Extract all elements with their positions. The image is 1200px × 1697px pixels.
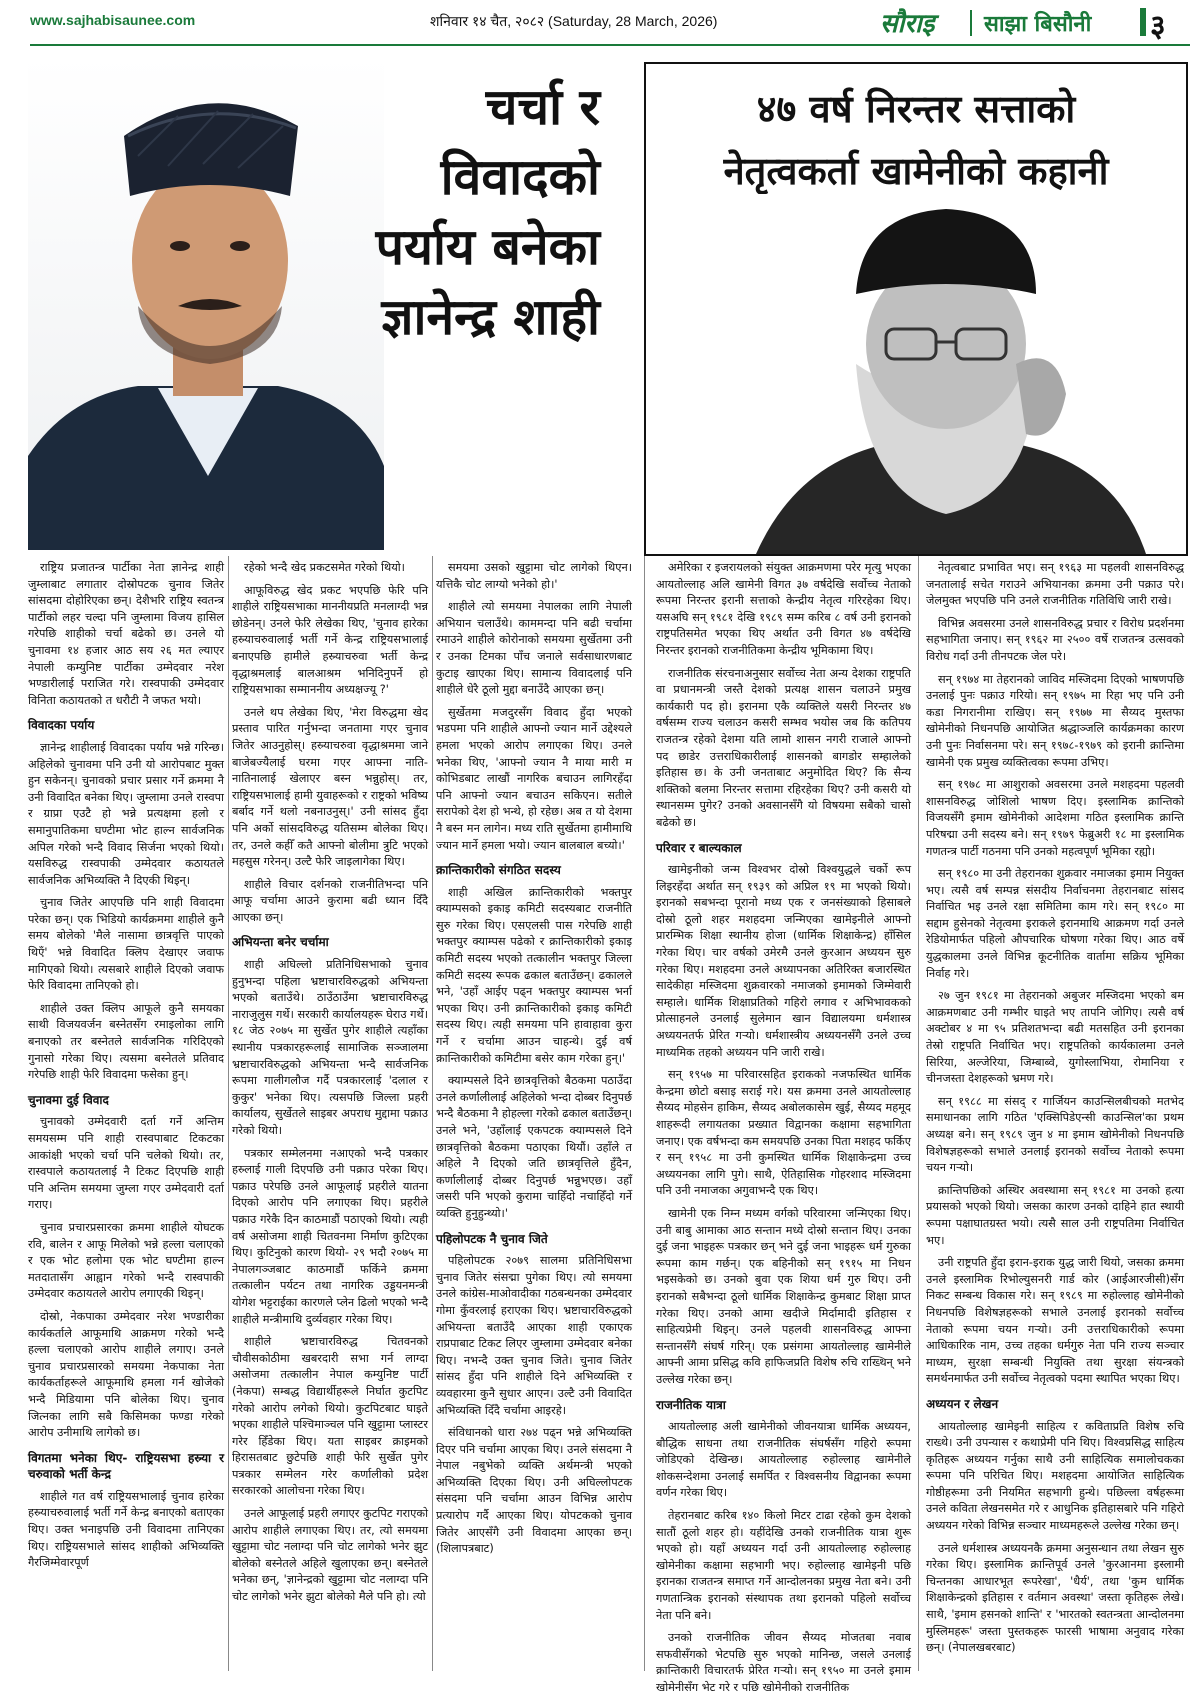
article-paragraph: सन् १९७४ मा तेहरानको जाविद मस्जिदमा दिएको भाषणपछि उनलाई पुनः पक्राउ गरियो। सन् १९७५ मा रिहा भए पनि उनी कडा निगरानीमा राखिए। सन् १९७७ मा सैय्यद मुस्तफा खोमेनीको निधनपछि आयोजित श्रद्धाञ्जलि कार्यक्रमका कारण उनी पुनः निर्वासनमा परे। सन् १९७८-१९७९ को इरानी क्रान्तिमा खामेनी एक प्रमुख व्यक्तित्वका रूपमा उभिए। bbox=[926, 672, 1184, 769]
brand-separator bbox=[970, 10, 972, 36]
left-headline-line: ज्ञानेन्द्र शाही bbox=[381, 288, 600, 346]
site-url[interactable]: www.sajhabisaunee.com bbox=[30, 12, 196, 28]
article-paragraph: विभिन्न अवसरमा उनले शासनविरुद्ध प्रचार र विरोध प्रदर्शनमा सहभागिता जनाए। सन् १९६२ मा २५०० वर्षे राजतन्त्र उत्सवको विरोध गर्दा उनी तीनपटक जेल परे। bbox=[926, 616, 1184, 663]
left-headline-line: चर्चा र bbox=[485, 78, 600, 136]
right-feature-box bbox=[644, 62, 1188, 556]
section-heading: क्रान्तिकारीको संगठित सदस्य bbox=[436, 863, 561, 878]
article-paragraph: शाहीले गत वर्ष राष्ट्रियसभालाई चुनाव हारेका हस्र्याचरुवालाई भर्ती गर्ने केन्द्र बनाएको बताएका थिए। उक्त भनाइपछि उनी विवादमा तानिएका थिए। राष्ट्रियसभाले सांसद शाहीको अभिव्यक्ति गैरजिम्मेवारपूर्ण bbox=[28, 1489, 224, 1570]
portrait-photo-khamenei bbox=[736, 194, 1156, 554]
section-heading: पहिलोपटक नै चुनाव जिते bbox=[436, 1231, 548, 1246]
left-headline-line: विवादको bbox=[440, 148, 600, 206]
section-heading: विगतमा भनेका थिए- राष्ट्रियसभा हस्र्या र चरुवाको भर्ती केन्द्र bbox=[28, 1450, 224, 1482]
article-paragraph: क्रान्तिपछिको अस्थिर अवस्थामा सन् १९८१ मा उनको हत्या प्रयासको भएको थियो। जसका कारण उनको दाहिने हात स्थायी रूपमा पक्षाघातग्रस्त भयो। त्यसै साल उनी राष्ट्रपतिमा निर्वाचित भए। bbox=[926, 1183, 1184, 1247]
article-paragraph: आफूविरुद्ध खेद प्रकट भएपछि फेरि पनि शाहीले राष्ट्रियसभाका माननीयप्रति मनलाग्दी भन्न छोडेनन्। उनले फेरि लेखेका थिए, 'चुनाव हारेका हस्र्याचरुवालाई भर्ती गर्ने केन्द्र राष्ट्रियसभालाई बनाएपछि हामीले हस्र्याचरुवा भर्ती केन्द्र वृद्धाश्रमलाई बालआश्रम भनिदिनुपर्ने हो राष्ट्रियसभाका सम्माननीय अध्यक्षज्यू ?' bbox=[232, 583, 428, 697]
left-headline-line: पर्याय बनेका bbox=[375, 218, 600, 276]
column-divider bbox=[228, 556, 229, 1671]
page-header bbox=[0, 0, 1200, 44]
article-paragraph: खामेइनीको जन्म विश्वभर दोस्रो विश्वयुद्धले चर्को रूप लिइरहँदा अर्थात सन् १९३९ को अप्रिल १९ मा भएको थियो। इरानको सबभन्दा पूरानो मध्य एक र जनसंख्याको हिसाबले दोस्रो ठूलो शहर मशहदमा जन्मिएका खामेइनीले आफ्नो प्रारम्भिक शिक्षा स्थानीय होजा (धार्मिक शिक्षाकेन्द्र) हाँसिल गरेका थिए। चार वर्षको उमेरमै उनले कुरआन अध्ययन सुरु गरेका थिए। मशहदमा उनले अध्यापनका अतिरिक्त बजारस्थित सादेकीहा मस्जिदमा शुक्रवारको नमाजको इमामको जिम्मेवारी सम्हाले। धार्मिक शिक्षाप्रतिको गहिरो लगाव र अभिभावकको प्रोत्साहनले उनलाई सुलेमान खान विद्यालयमा धर्मशास्त्र अध्ययनतर्फ प्रेरित गर्‍यो। धर्मशास्त्रीय अध्ययनसँगै उनले उच्च माध्यमिक तहको अध्ययन पनि जारी राखे। bbox=[656, 863, 911, 1059]
article-paragraph: सन् १९८८ मा संसद् र गार्जियन काउन्सिलबीचको मतभेद समाधानका लागि गठित 'एक्सिपिडेएन्सी काउन्सिल'का प्रथम अध्यक्ष बने। सन् १९८९ जुन ४ मा इमाम खोमेनीको निधनपछि विशेषज्ञहरूको सभाले उनलाई इरानको सर्वोच्च नेताको रूपमा चयन गर्‍यो। bbox=[926, 1094, 1184, 1175]
article-paragraph: पत्रकार सम्मेलनमा नआएको भन्दै पत्रकार हस्र्लाई गाली दिएपछि उनी पक्राउ परेका थिए। पक्राउ परेपछि उनले आफूलाई प्रहरीले यातना दिएको आरोप पनि लगाएका थिए। प्रहरीले पक्राउ गरेकै दिन काठमाडौं पठाएको थियो। त्यही वर्ष असोजमा शाही चितवनमा निर्माण कुटिएका थिए। कुटिनुको कारण थियो- २९ भदौ २०७५ मा नेपालगञ्जबाट काठमाडौं फर्किने क्रममा तत्कालीन पर्यटन तथा नागरिक उड्डयनमन्त्री योगेश भट्टराईका कारणले प्लेन ढिलो भएको भन्दै शाहीले मन्त्रीमाथि दुर्व्यवहार गरेका थिए। bbox=[232, 1146, 428, 1326]
article-paragraph: सन् १९७८ मा आशुराको अवसरमा उनले मशहदमा पहलवी शासनविरुद्ध जोशिलो भाषण दिए। इस्लामिक क्रान्तिको विजयसँगै इमाम खोमेनीको आदेशमा गठित इस्लामिक क्रान्ति परिषद्मा उनी सदस्य बने। सन् १९७९ फेब्रुअरी १८ मा इस्लामिक गणतन्त्र पार्टी गठनमा पनि उनको महत्वपूर्ण भूमिका रह्यो। bbox=[926, 778, 1184, 858]
article-paragraph: सुर्खेतमा मजदुरसँग विवाद हुँदा भएको भडपमा पनि शाहीले आफ्नो ज्यान मार्ने उद्देश्यले हमला भएको आरोप लगाएका थिए। उनले भनेका थिए, 'आफ्नो ज्यान नै माया मारी म कोभिडबाट लाखौं नागरिक बचाउन लागिरहँदा पनि आफ्नो ज्यान बचाउन सकिएन। सतीले सरापेको देश हो भन्थे, हो रहेछ। अब त यो देशमा नै बस्न मन लागेन। मध्य राति सुर्खेतमा हामीमाथि ज्यान मार्ने हमला भयो। ज्यान बालबाल बच्यो।' bbox=[436, 705, 632, 852]
article-paragraph: अमेरिका र इजरायलको संयुक्त आक्रमणमा परेर मृत्यु भएका आयतोल्लाह अलि खामेनी विगत ३७ वर्षदेखि सर्वोच्च नेताको रूपमा निरन्तर इरानी सत्ताको केन्द्रीय नेतृत्व गरिरहेका थिए। यसअघि सन् १९८१ देखि १९८९ सम्म करिब ८ वर्ष उनी इरानको राष्ट्रपतिसमेत भएका थिए अर्थात उनी विगत ४७ वर्षदेखि निरन्तर इरानको राजनीतिकमा केन्द्रीय भूमिकामा थिए। bbox=[656, 561, 911, 657]
article-paragraph: खामेनी एक निम्न मध्यम वर्गको परिवारमा जन्मिएका थिए। उनी बाबु आमाका आठ सन्तान मध्ये दोस्रो सन्तान थिए। उनका दुई जना भाइहरू पत्रकार छन् भने दुई जना भाइहरू धर्म गुरुका रूपमा काम गर्छन्। एक बहिनीको सन् १९१५ मा निधन भइसकेको छ। उनको बुवा एक शिया धर्म गुरु थिए। उनी इरानको सबैभन्दा ठूलो धार्मिक शिक्षाकेन्द्र कुमबाट शिक्षा प्राप्त गरेका थिए। उनको आमा खदीजे मिर्दामादी इतिहास र साहित्यप्रेमी थिइन्। उनले पहलवी शासनविरुद्ध आफ्ना सन्तानसँगै संघर्ष गरिन्। एक प्रसंगमा आयतोल्लाह खामेनीले आफ्नी आमा प्रसिद्ध कवि हाफिजप्रति विशेष रुचि राख्थिन् भने उल्लेख गरेका छन्। bbox=[656, 1206, 911, 1386]
article-paragraph: रहेको भन्दै खेद प्रकटसमेत गरेको थियो। bbox=[244, 561, 405, 574]
article-paragraph: आयतोल्लाह खामेइनी साहित्य र कविताप्रति विशेष रुचि राख्थे। उनी उपन्यास र कथाप्रेमी पनि थिए। विश्वप्रसिद्ध साहित्य कृतिहरू अध्ययन गर्नुका साथै उनी साहित्यिक समालोचकका रूपमा पनि परिचित थिए। मशहदमा आयोजित साहित्यिक गोष्ठीहरूमा उनी नियमित सहभागी हुन्थे। पछिल्ला वर्षहरूमा उनले कविता लेखनसमेत गरे र आधुनिक इतिहासबारे पनि गहिरो अध्ययन गरेको विभिन्न सञ्चार माध्यमहरूले उल्लेख गरेका छन्। bbox=[926, 1419, 1184, 1533]
brand-logo-primary: सौराइ bbox=[880, 9, 935, 39]
article-paragraph: उनको राजनीतिक जीवन सैय्यद मोजतबा नवाब सफवीसँगको भेटपछि सुरु भएको मानिन्छ, जसले उनलाई क्रान्तिकारी विचारतर्फ प्रेरित गर्‍यो। सन् १९५० मा उनले इमाम खोमेनीसँग भेट गरे र पछि खोमेनीको राजनीतिक bbox=[656, 1631, 911, 1694]
article-paragraph: सन् १९५७ मा परिवारसहित इराकको नजफस्थित धार्मिक केन्द्रमा छोटो बसाइ सराई गरे। यस क्रममा उनले आयतोल्लाह सैय्यद मोहसेन हाकिम, सैय्यद अबोलकासेम खुई, सैय्यद महमूद शाहरूदी लगायतका प्रख्यात विद्वानका कक्षामा सहभागिता जनाए। एक वर्षभन्दा कम समयपछि उनका पिता मशहद फर्किए र सन् १९५८ मा उनी कुमस्थित धार्मिक शिक्षाकेन्द्रमा उच्च अध्ययनका लागि पुगे। साथै, ऐतिहासिक गोहरशाद मस्जिदमा पनि उनी नमाजका अगुवाभन्दै एक थिए। bbox=[656, 1068, 911, 1198]
article-paragraph: तेहरानबाट करिब १४० किलो मिटर टाढा रहेको कुम देशको सातौं ठूलो शहर हो। यहींदेखि उनको राजनीतिक यात्रा शुरू भएको हो। यहाँ अध्ययन गर्दा उनी आयतोल्लाह रुहोल्लाह खोमेनीका कक्षामा सहभागी भए। रुहोल्लाह खामेइनी पछि इरानका राजतन्त्र समाप्त गर्ने आन्दोलनका प्रमुख नेता बने। उनी गणतान्त्रिक इरानको संस्थापक तथा इरानको पहिलो सर्वोच्च नेता पनि बने। bbox=[656, 1509, 911, 1622]
article-paragraph: २७ जुन १९८१ मा तेहरानको अबुजर मस्जिदमा भएको बम आक्रमणबाट उनी गम्भीर घाइते भए तापनि जोगिए। त्यसै वर्ष अक्टोबर ४ मा ९५ प्रतिशतभन्दा बढी मतसहित उनी इरानका तेस्रो राष्ट्रपति निर्वाचित भए। राष्ट्रपतिको कार्यकालमा उनले सिरिया, अल्जेरिया, जिम्बाब्वे, युगोस्लाभिया, रोमानिया र चीनजस्ता देशहरूको भ्रमण गरे। bbox=[926, 989, 1184, 1086]
left-headline bbox=[370, 72, 600, 352]
left-article-column-1 bbox=[28, 560, 224, 1670]
header-rule bbox=[30, 44, 1190, 46]
article-paragraph: चुनाव जितेर आएपछि पनि शाही विवादमा परेका छन्। एक भिडियो कार्यक्रममा शाहीले कुनै समय बोलेको 'मैले नासामा छात्रवृत्ति पाएको थिएँ' भन्ने विवादित क्लिप देखाएर जवाफ मागिएको थियो। त्यसबारे शाहीले दिएको जवाफ फेरि विवादमा तानिएको हो। bbox=[28, 896, 224, 993]
left-article-column-3 bbox=[436, 560, 632, 1670]
brand-logo-secondary: साझा बिसौनी bbox=[984, 12, 1092, 37]
page-number: ३ bbox=[1150, 9, 1166, 44]
article-paragraph: उनी राष्ट्रपति हुँदा इरान-इराक युद्ध जारी थियो, जसका क्रममा उनले इस्लामिक रिभोल्युसनरी गार्ड कोर (आईआरजीसी)सँग निकट सम्बन्ध विकास गरे। सन् १९८९ मा रुहोल्लाह खोमेनीको निधनपछि विशेषज्ञहरूको सभाले उनलाई इरानको सर्वोच्च नेताको रूपमा चयन गर्‍यो। उनी उत्तराधिकारीको रूपमा आधिकारिक नाम, उच्च तहका धर्मगुरु नेता पनि राज्य सञ्चार माध्यम, सुरक्षा सम्बन्धी नियुक्ति तथा सुरक्षा संयन्त्रको समर्थनमार्फत उनी सर्वोच्च नेतृत्वको पदमा स्थापित भएका थिए। bbox=[926, 1256, 1184, 1386]
article-paragraph: शाहीले त्यो समयमा नेपालका लागि नेपाली अभियान चलाउँथे। काममन्दा पनि बढी चर्चामा रमाउने शाहीले कोरोनाको समयमा सुर्खेतमा उनी र उनका टिमका पाँच जनाले सर्वसाधारणबाट कुटाइ खाएका थिए। सामान्य विवादलाई पनि शाहीले धेरै ठूलो मुद्दा बनाउँदै आएका छन्। bbox=[436, 600, 632, 697]
article-paragraph: पहिलोपटक २०७९ सालमा प्रतिनिधिसभा चुनाव जितेर संसद्मा पुगेका थिए। त्यो समयमा उनले कांग्रेस-माओवादीका गठबन्धनका उम्मेदवार गोमा कुँवरलाई हराएका थिए। भ्रष्टाचारविरुद्धको अभियन्ता बताउँदै आएका शाही एकाएक राप्रपाबाट टिकट लिएर जुम्लामा उम्मेदवार बनेका थिए। नभन्दै उक्त चुनाव जिते। चुनाव जितेर सांसद हुँदा पनि शाहीले दिने अभिव्यक्ति र व्यवहारमा कुनै सुधार आएन। उल्टै उनी विवादित अभिव्यक्ति दिँदै चर्चामा आइरहे। bbox=[436, 1254, 632, 1417]
article-paragraph: आयतोल्लाह अली खामेनीको जीवनयात्रा धार्मिक अध्ययन, बौद्धिक साधना तथा राजनीतिक संघर्षसँग गहिरो रूपमा जोडिएको देखिन्छ। आयतोल्लाह रुहोल्लाह खामेनीले शोकसन्देशमा उनलाई समर्पित र विश्वसनीय विद्वानका रूपमा वर्णन गरेका थिए। bbox=[656, 1420, 911, 1500]
article-paragraph: राष्ट्रिय प्रजातन्त्र पार्टीका नेता ज्ञानेन्द्र शाही जुम्लाबाट लगातार दोस्रोपटक चुनाव जितेर सांसदमा दोहोरिएका छन्। देशैभरि राष्ट्रिय स्वतन्त्र पार्टीको लहर चल्दा पनि जुम्लामा विजय हासिल गरेपछि शाहीको चर्चा बढेको छ। उनले यो चुनावमा १४ हजार आठ सय २६ मत ल्याएर नेपाली कम्युनिष्ट पार्टीका उम्मेदवार नरेश भण्डारीलाई पराजित गरे। रास्वपाकी उम्मेदवार विनिता कठायतको त धरौटी नै जफत भयो। bbox=[28, 561, 224, 707]
article-paragraph: शाहीले विचार दर्शनको राजनीतिभन्दा पनि आफू चर्चामा आउने कुरामा बढी ध्यान दिँदै आएका छन्। bbox=[232, 877, 428, 924]
issue-date: शनिवार १४ चैत, २०८२ (Saturday, 28 March, 2026) bbox=[430, 13, 718, 29]
article-paragraph: राजनीतिक संरचनाअनुसार सर्वोच्च नेता अन्य देशका राष्ट्रपति वा प्रधानमन्त्री जस्तै देशको प्रत्यक्ष शासन चलाउने प्रमुख कार्यकारी पद हो। इरानमा एकै व्यक्तिले यसरी निरन्तर ४७ वर्षसम्म राज्य चलाउन कसरी सम्भव भयोस जब कि कतिपय राजतन्त्र रहेको देशमा यति लामो शासन नगरी राजाले आफ्नो पद छाडेर उत्तराधिकारीलाई शासनको बागडोर सम्हालेको इतिहास छ। के उनी जनताबाट अनुमोदित थिए? कि सैन्य शक्तिको बलमा निरन्तर सत्तामा रहिरहेका थिए? उनी कसरी यो स्थानसम्म पुगेर? उनको अवसानसँगै यो विषयमा सबैको चासो बढेको छ। bbox=[656, 666, 911, 829]
article-paragraph: शाहीले भ्रष्टाचारविरुद्ध चितवनको चौवीसकोठीमा खबरदारी सभा गर्न लाग्दा असोजमा तत्कालीन नेपाल कम्युनिष्ट पार्टी (नेकपा) सम्बद्ध विद्यार्थीहरूले निर्घात कुटपिट गरेको आरोप लगेको थियो। कुटपिटबाट घाइते भएका शाहीले पश्चिमाञ्चल पनि खुट्टामा प्लास्टर गरेर हिँडेका थिए। यता साइबर क्राइमको हिरासतबाट छुटेपछि शाही फेरि सुर्खेत पुगेर पत्रकार सम्मेलन गरेर कर्णालीको प्रदेश सरकारको आलोचना गरेका थिए। bbox=[232, 1335, 428, 1498]
section-heading: चुनावमा दुई विवाद bbox=[28, 1092, 109, 1107]
article-paragraph: उनले धर्मशास्त्र अध्ययनकै क्रममा अनुसन्धान तथा लेखन सुरु गरेका थिए। इस्लामिक क्रान्तिपूर्व उनले 'कुरआनमा इस्लामी चिन्तनका आधारभूत रूपरेखा', 'धैर्य', तथा 'कुम धार्मिक शिक्षाकेन्द्रको इतिहास र वर्तमान अवस्था' जस्ता कृतिहरू लेखे। साथै, 'इमाम हसनको शान्ति' र 'भारतको स्वतन्त्रता आन्दोलनमा मुस्लिमहरू' जस्ता पुस्तकहरू फारसी भाषामा अनुवाद गरेका छन्। (नेपालखबरबाट) bbox=[926, 1541, 1184, 1655]
section-heading: अध्ययन र लेखन bbox=[926, 1396, 999, 1411]
column-divider bbox=[644, 556, 645, 1671]
section-heading: विवादका पर्याय bbox=[28, 718, 95, 733]
article-paragraph: शाहीले उक्त क्लिप आफूले कुनै समयका साथी विजयवर्जन बस्नेतसँग रमाइलोका लागि बनाएको तर बस्नेतले सार्वजनिक गरिदिएको गुनासो गरेका थिए। त्यसमा बस्नेतले प्रतिवाद गरेपछि शाही फेरि विवादमा फसेका हुन्। bbox=[28, 1001, 224, 1082]
article-paragraph: क्याम्पसले दिने छात्रवृत्तिको बैठकमा पठाउँदा उनले कर्णालीलाई अहिलेको भन्दा दोब्बर दिनुपर्छ भन्दै बैठकमा नै होहल्ला गरेको ढकाल बताउँछन्। उनले भने, 'उहाँलाई एकपटक क्याम्पसले दिने छात्रवृत्तिको बैठकमा पठाएका थियौं। उहाँले त अहिले नै दिएको जति छात्रवृत्तिले हुँदैन, कर्णालीलाई दोब्बर दिनुपर्छ भन्नुभएछ। उहाँ जसरी पनि भएको कुरामा चाहिँदो नचाहिँदो गर्ने व्यक्ति हुनुहुन्थ्यो।' bbox=[436, 1074, 632, 1220]
page-number-bar bbox=[1140, 8, 1146, 36]
article-paragraph: दोस्रो, नेकपाका उम्मेदवार नरेश भण्डारीका कार्यकर्ताले आफूमाथि आक्रमण गरेको भन्दै हल्ला चलाएको आरोप शाहीले लगाए। उनले चुनाव प्रचारप्रसारको समयमा नेकपाका नेता कार्यकर्ताहरूले आफूमाथि हमला गर्न खोजेको भन्दै मिडियामा पनि बोलेका थिए। चुनाव जित्नका लागि सबै किसिमका फण्डा गरेको आरोप उनीमाथि लागेको छ। bbox=[28, 1309, 224, 1440]
article-paragraph: ज्ञानेन्द्र शाहीलाई विवादका पर्याय भन्ने गरिन्छ। अहिलेको चुनावमा पनि उनी यो आरोपबाट मुक्त हुन सकेनन्। चुनावको प्रचार प्रसार गर्ने क्रममा नै उनी विवादित बनेका थिए। जुम्लामा उनले रास्वपा र ग्राप्रा एउटै हो भन्ने प्रत्यक्षमा हलो र समानुपातिकमा घण्टीमा भोट हाल्न सार्वजनिक अपिल गरेको भन्दै विवाद सिर्जना भएको थियो। यसविरुद्ध रास्वपाकी उम्मेदवार कठायतले सार्वजनिक अभिव्यक्ति नै दिएकी थिइन्। bbox=[28, 740, 224, 887]
right-headline bbox=[646, 78, 1186, 202]
column-divider bbox=[432, 556, 433, 1671]
article-paragraph: उनले थप लेखेका थिए, 'मेरा विरुद्धमा खेद प्रस्ताव पारित गर्नुभन्दा जनतामा गएर चुनाव जितेर आउनुहोस्। हस्र्याचरुवा वृद्धाश्रममा जाने बाजेबज्यैलाई घरमा गएर आफ्ना नाति-नातिनालाई खेलाएर बस्न भन्नुहोस्। तर, राष्ट्रियसभालाई हामी युवाहरूको र राष्ट्रको भविष्य बर्बाद गर्ने थलो नबनाउनुस्।' उनी सांसद हुँदा पनि अर्को सांसदविरुद्ध यतिसम्म बोलेका थिए। तर, उनले कहीँ कतै आफ्नो बोलीमा त्रुटि भएको महसुस गरेनन्। उल्टै फेरि जाइलागेका थिए। bbox=[232, 705, 428, 869]
article-paragraph: नेतृत्वबाट प्रभावित भए। सन् १९६३ मा पहलवी शासनविरुद्ध जनतालाई सचेत गराउने अभियानका क्रममा उनी पक्राउ परे। जेलमुक्त भएपछि पनि उनले राजनीतिक गतिविधि जारी राखे। bbox=[926, 561, 1184, 608]
section-heading: अभियन्ता बनेर चर्चामा bbox=[232, 935, 329, 950]
section-heading: राजनीतिक यात्रा bbox=[656, 1397, 726, 1412]
article-paragraph: शाही अघिल्लो प्रतिनिधिसभाको चुनाव हुनुभन्दा पहिला भ्रष्टाचारविरुद्धको अभियन्ता भएको बताउँथे। ठाउँठाउँमा भ्रष्टाचारविरुद्ध नाराजुलुस गर्थे। सरकारी कार्यालयहरू घेराउ गर्थे। १८ जेठ २०७५ मा सुर्खेत पुगेर शाहीले त्यहाँका स्थानीय पत्रकारहरूलाई सामाजिक सञ्जालमा भ्रष्टाचारविरुद्धको अभियन्ता भन्दै सार्वजनिक रूपमा गालीगलौज गर्दै पत्रकारलाई 'दलाल र कुकुर' भनेका थिए। त्यसपछि जिल्ला प्रहरी कार्यालय, सुर्खेतले साइबर अपराध मुद्दामा पक्राउ गरेको थियो। bbox=[232, 958, 428, 1137]
article-paragraph: चुनाव प्रचारप्रसारका क्रममा शाहीले योघटक रवि, बालेन र आफू मिलेको भन्ने हल्ला चलाएको र एक भोट हलोमा एक भोट घण्टीमा हाल्न मतदातासँग आह्वान गरेको भन्दै रास्वपाकी उम्मेदवार कठायतले आरोप लगाएकी थिइन्। bbox=[28, 1220, 224, 1301]
column-divider bbox=[918, 556, 919, 1671]
article-paragraph: चुनावको उम्मेदवारी दर्ता गर्ने अन्तिम समयसम्म पनि शाही रास्वपाबाट टिकटका आकांक्षी भएको चर्चा पनि चलेको थियो। तर, रास्वपाले कठायतलाई नै टिकट दिएपछि शाही पनि अन्तिम समयमा जुम्ला गएर उम्मेदवारी दर्ता गराए। bbox=[28, 1115, 224, 1212]
article-paragraph: उनले आफूलाई प्रहरी लगाएर कुटपिट गराएको आरोप शाहीले लगाएका थिए। तर, त्यो समयमा खुट्टामा चोट नलाग्दा पनि चोट लागेको भनेर झुट बोलेको बस्नेतले अहिले खुलाएका छन्। बस्नेतले भनेका छन्, 'ज्ञानेन्द्रको खुट्टामा चोट नलाग्दा पनि चोट लागेको भनेर झुटा बोलेको मैले पनि हो। त्यो bbox=[232, 1507, 428, 1604]
right-headline-line: नेतृत्वकर्ता खामेनीको कहानी bbox=[723, 149, 1109, 193]
article-paragraph: शाही अखिल क्रान्तिकारीको भक्तपुर क्याम्पसको इकाइ कमिटी सदस्यबाट राजनीति सुरु गरेका थिए। एसएलसी पास गरेपछि शाही भक्तपुर क्याम्पस पढेको र क्रान्तिकारीको इकाइ कमिटी सदस्य भएको तत्कालीन भक्तपुर जिल्ला कमिटी सदस्य रूपक ढकाल बताउँछन्। ढकालले भने, 'उहाँ आईए पढ्न भक्तपुर क्याम्पस भर्ना भएका थिए। उनी क्रान्तिकारीको इकाइ कमिटी सदस्य थिए। त्यही समयमा पनि हावाहावा कुरा गर्ने र चर्चामा आउन चाहन्थे। दुई वर्ष क्रान्तिकारीको कमिटीमा बसेर काम गरेका हुन्।' bbox=[436, 885, 632, 1065]
article-paragraph: समयमा उसको खुट्टामा चोट लागेको थिएन। यत्तिकै चोट लाग्यो भनेको हो।' bbox=[436, 561, 632, 591]
section-heading: परिवार र बाल्यकाल bbox=[656, 840, 742, 855]
article-paragraph: संविधानको धारा २७४ पढ्न भन्ने अभिव्यक्ति दिएर पनि चर्चामा आएका थिए। उनले संसदमा नै नेपाल नबुभेको व्यक्ति अर्थमन्त्री भएको अभिव्यक्ति दिएका थिए। उनी अघिल्लोपटक संसदमा पनि चर्चामा आउन विभिन्न आरोप प्रत्यारोप गर्दै आएका थिए। योपटकको चुनाव जितेर आएसँगै उनी विवादमा आएका छन्। (शिलापत्रबाट) bbox=[436, 1426, 632, 1556]
right-article-column-1 bbox=[656, 560, 911, 1694]
left-article-column-2 bbox=[232, 560, 428, 1670]
portrait-photo-shahi bbox=[28, 56, 384, 550]
right-article-column-2 bbox=[926, 560, 1184, 1670]
article-paragraph: सन् १९८० मा उनी तेहरानका शुक्रवार नमाजका इमाम नियुक्त भए। त्यसै वर्ष सम्पन्न संसदीय निर्वाचनमा तेहरानबाट सांसद निर्वाचित भइ उनले रक्षा समितिमा काम गरे। सन् १९८० मा सद्दाम हुसेनको नेतृत्वमा इराकले इरानमाथि आक्रमण गर्दा उनले रेडियोमार्फत पहिलो औपचारिक घोषणा गरेका थिए। आठ वर्षे युद्धकालमा उनले विभिन्न कूटनीतिक वार्तामा सक्रिय भूमिका निर्वाह गरे। bbox=[926, 867, 1184, 980]
right-headline-line: ४७ वर्ष निरन्तर सत्ताको bbox=[756, 87, 1076, 131]
